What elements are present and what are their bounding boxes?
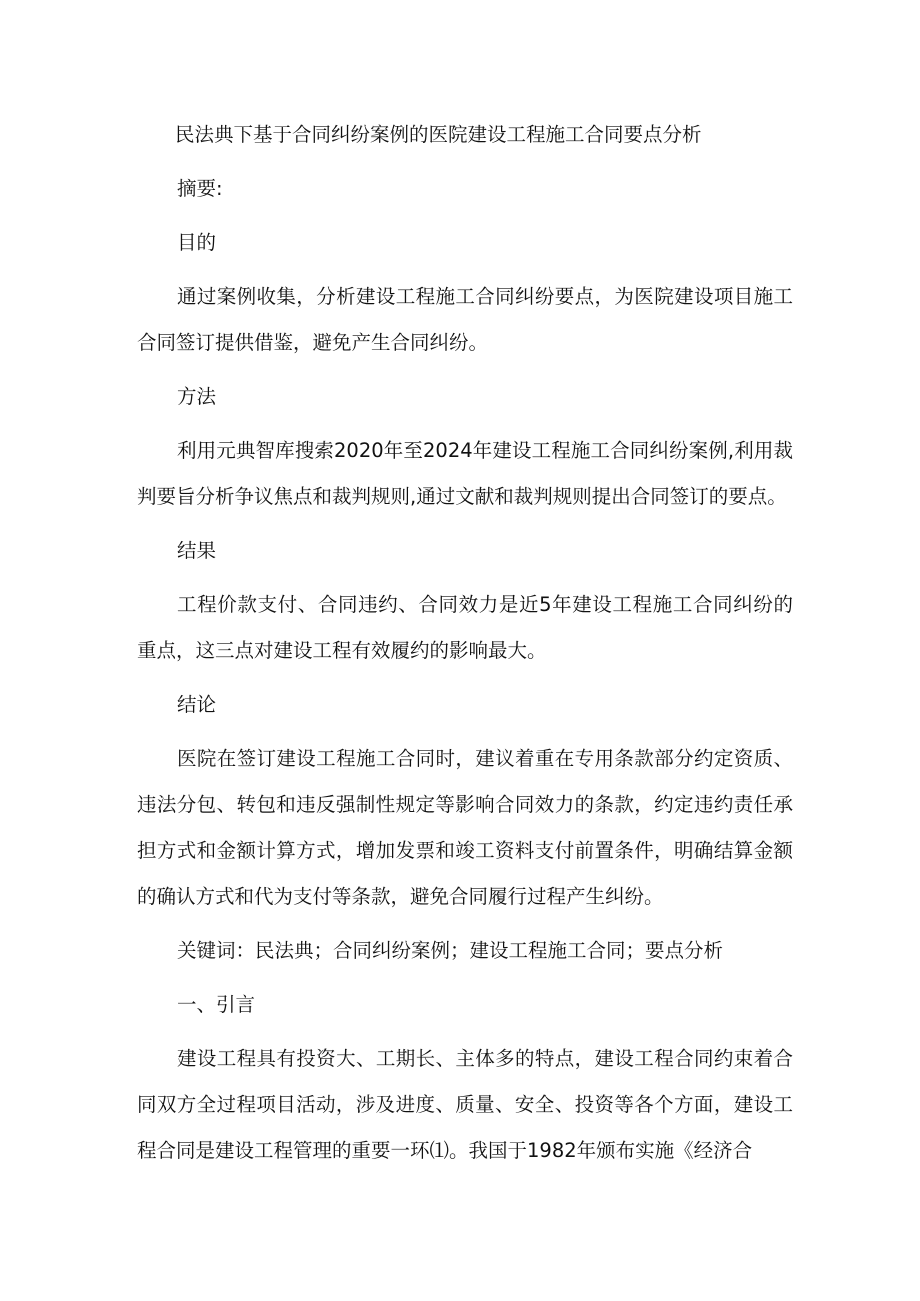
section-1-paragraph: 建设工程具有投资大、工期长、主体多的特点，建设工程合同约束着合同双方全过程项目活动，涉及进度、质量、安全、投资等各个方面，建设工程合同是建设工程管理的重要一环⑴。我国于1982年颁布实施《经济合 (137, 1047, 793, 1162)
keywords-line: 关键词：民法典；合同纠纷案例；建设工程施工合同；要点分析 (177, 939, 724, 962)
abstract-label: 摘要: (177, 177, 223, 200)
conclusion-heading: 结论 (177, 693, 217, 716)
document-body (137, 112, 793, 1174)
document-title: 民法典下基于合同纠纷案例的医院建设工程施工合同要点分析 (175, 123, 702, 146)
purpose-heading: 目的 (177, 231, 217, 254)
method-paragraph: 利用元典智库搜索2020年至2024年建设工程施工合同纠纷案例,利用裁判要旨分析争议焦点和裁判规则,通过文献和裁判规则提出合同签订的要点。 (137, 439, 793, 508)
result-paragraph: 工程价款支付、合同违约、合同效力是近5年建设工程施工合同纠纷的重点，这三点对建设工程有效履约的影响最大。 (137, 593, 793, 662)
method-heading: 方法 (177, 385, 217, 408)
result-heading: 结果 (177, 539, 217, 562)
conclusion-paragraph: 医院在签订建设工程施工合同时，建议着重在专用条款部分约定资质、违法分包、转包和违反强制性规定等影响合同效力的条款，约定违约责任承担方式和金额计算方式，增加发票和竣工资料支付前置条件，明确结算金额的确认方式和代为支付等条款，避免合同履行过程产生纠纷。 (137, 747, 793, 908)
purpose-paragraph: 通过案例收集，分析建设工程施工合同纠纷要点，为医院建设项目施工合同签订提供借鉴，避免产生合同纠纷。 (137, 285, 793, 354)
section-1-heading: 一、引言 (177, 993, 256, 1016)
